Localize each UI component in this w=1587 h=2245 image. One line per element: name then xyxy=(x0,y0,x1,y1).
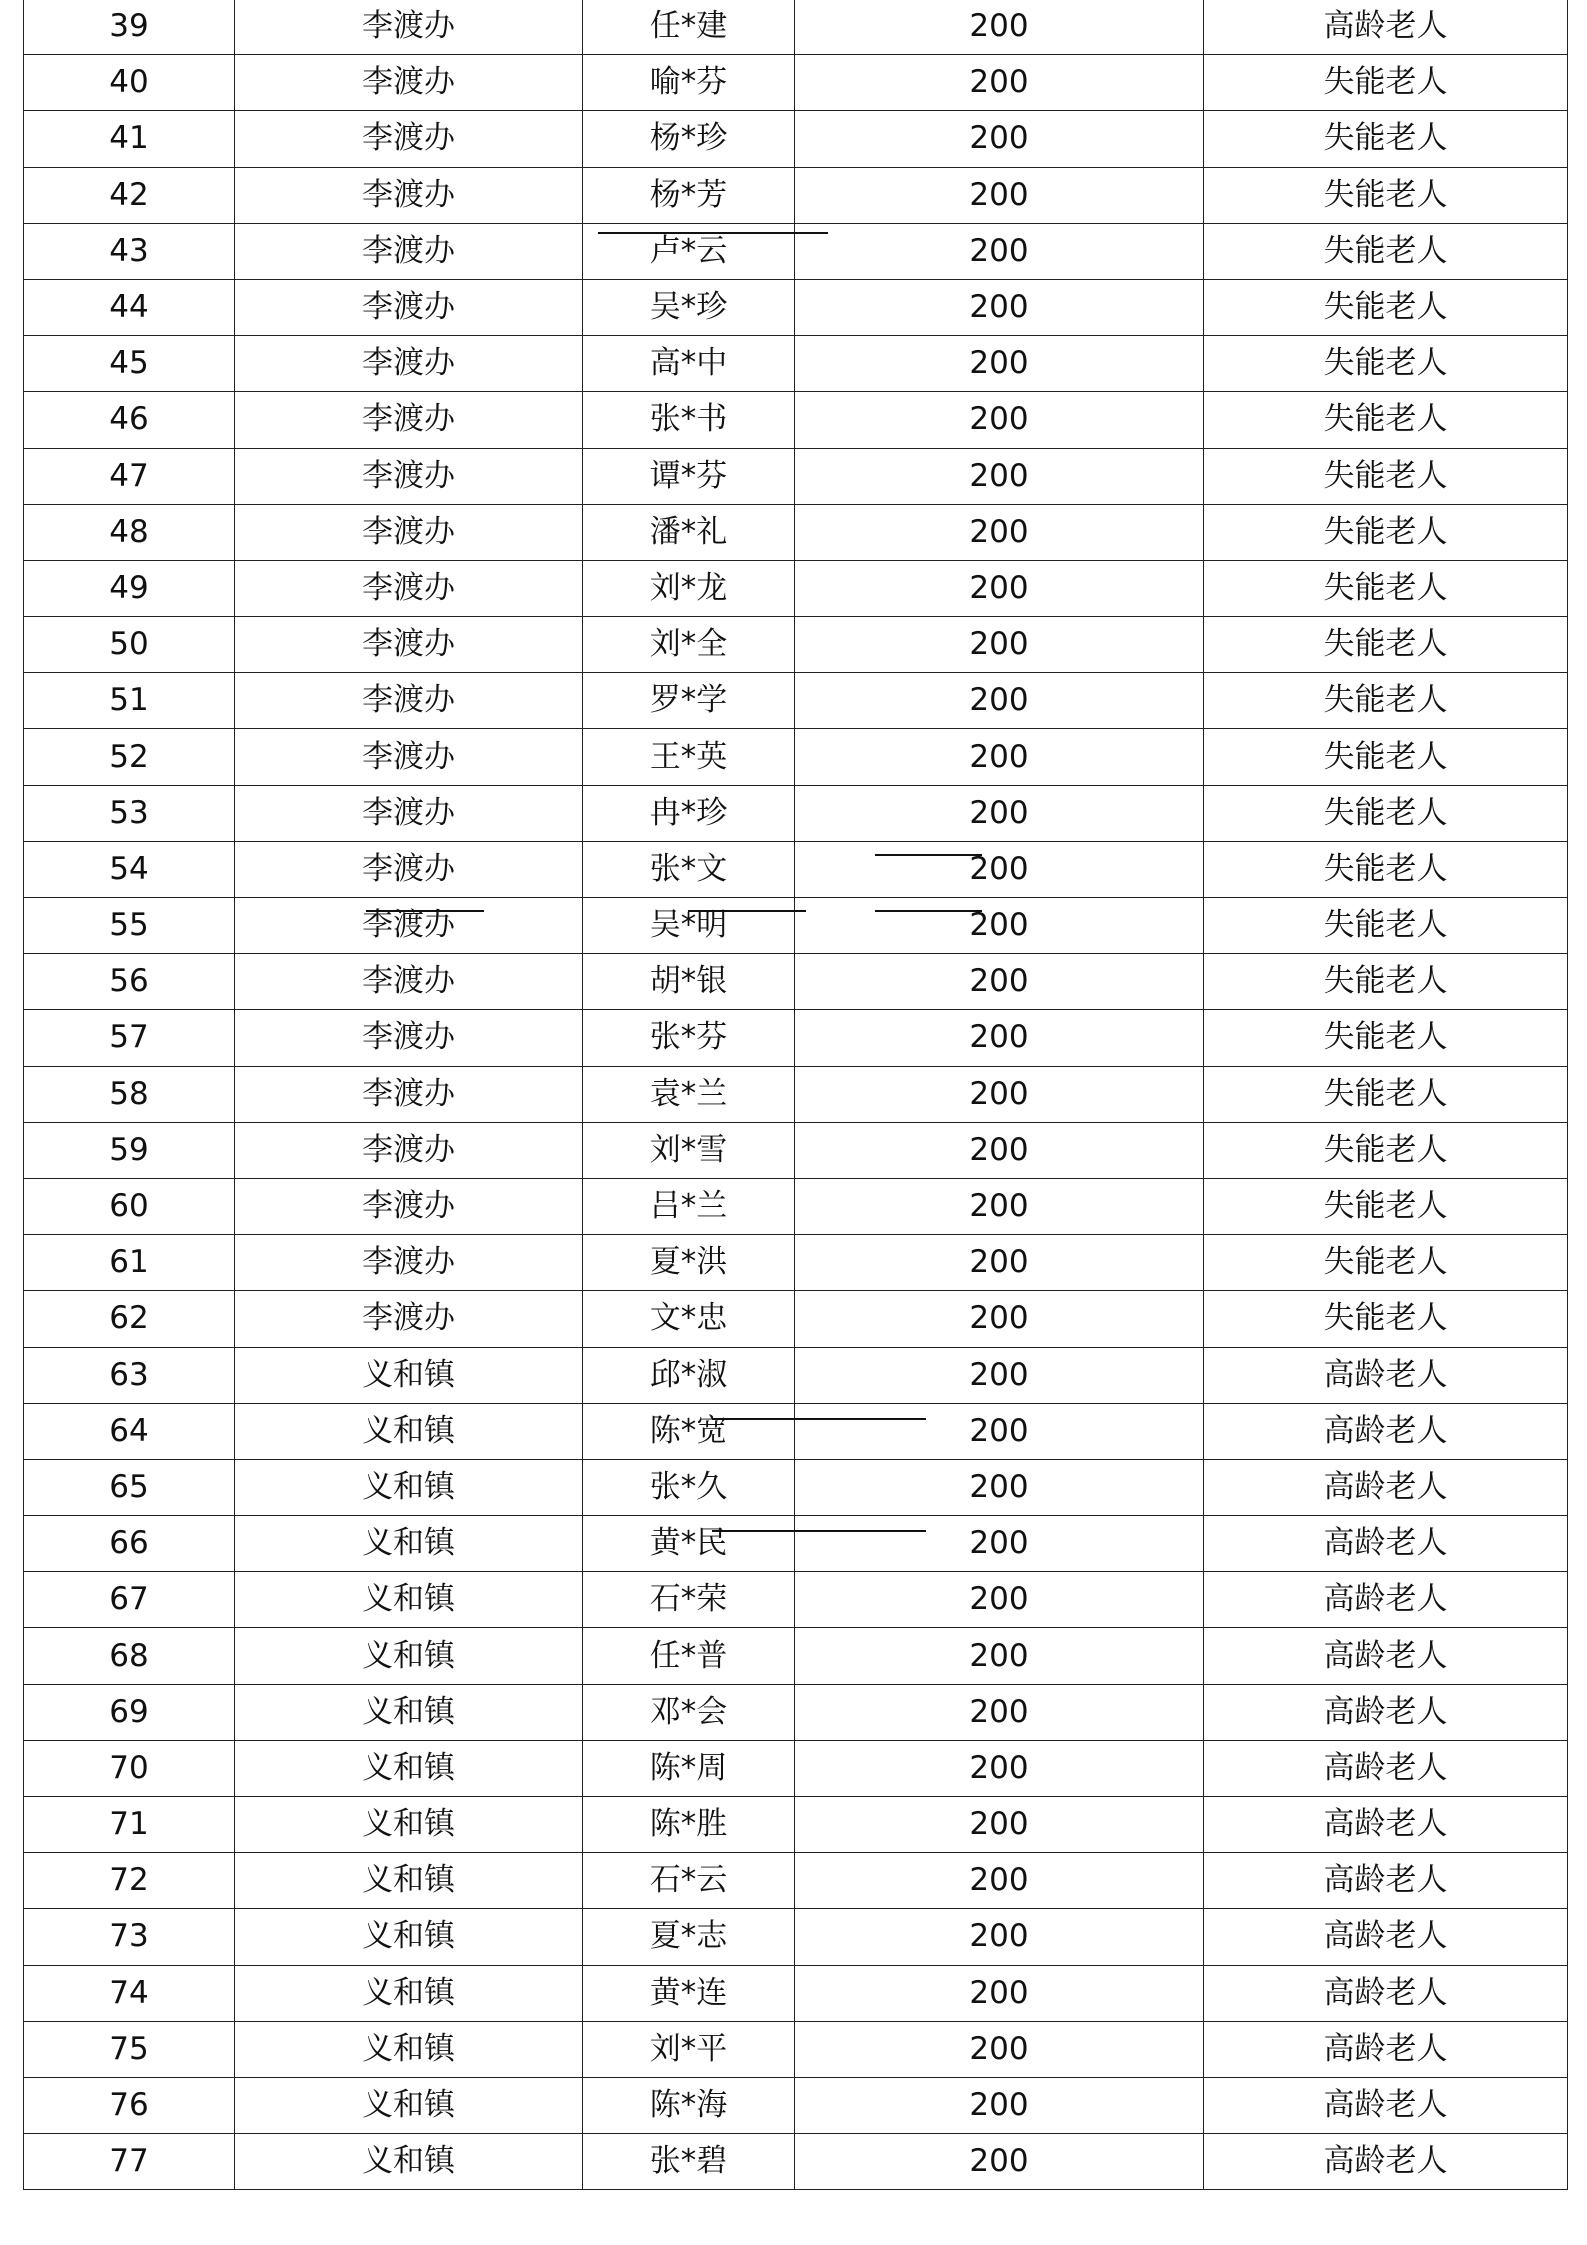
amount-cell: 200 xyxy=(795,1010,1204,1066)
row-number-cell: 43 xyxy=(24,223,235,279)
name-cell: 夏*洪 xyxy=(583,1235,795,1291)
amount-cell: 200 xyxy=(795,1684,1204,1740)
amount-cell: 200 xyxy=(795,2077,1204,2133)
amount-cell: 200 xyxy=(795,1797,1204,1853)
table-row xyxy=(24,560,1568,616)
table-row xyxy=(24,1797,1568,1853)
amount-cell: 200 xyxy=(795,336,1204,392)
amount-cell: 200 xyxy=(795,1628,1204,1684)
office-cell: 义和镇 xyxy=(235,1347,583,1403)
table-row xyxy=(24,1628,1568,1684)
amount-cell: 200 xyxy=(795,1122,1204,1178)
table-row xyxy=(24,841,1568,897)
roster-table xyxy=(23,0,1568,2190)
office-cell: 义和镇 xyxy=(235,1403,583,1459)
table-row xyxy=(24,2021,1568,2077)
office-cell: 李渡办 xyxy=(235,1122,583,1178)
amount-cell: 200 xyxy=(795,729,1204,785)
office-cell: 李渡办 xyxy=(235,1291,583,1347)
category-cell: 失能老人 xyxy=(1204,560,1568,616)
name-cell: 刘*平 xyxy=(583,2021,795,2077)
amount-cell: 200 xyxy=(795,1235,1204,1291)
name-cell: 文*忠 xyxy=(583,1291,795,1347)
category-cell: 失能老人 xyxy=(1204,1122,1568,1178)
category-cell: 高龄老人 xyxy=(1204,1347,1568,1403)
table-row xyxy=(24,55,1568,111)
amount-cell: 200 xyxy=(795,954,1204,1010)
row-number-cell: 51 xyxy=(24,673,235,729)
row-number-cell: 39 xyxy=(24,0,235,55)
row-number-cell: 69 xyxy=(24,1684,235,1740)
category-cell: 高龄老人 xyxy=(1204,2134,1568,2190)
amount-cell: 200 xyxy=(795,1572,1204,1628)
category-cell: 失能老人 xyxy=(1204,167,1568,223)
amount-cell: 200 xyxy=(795,1347,1204,1403)
table-row xyxy=(24,448,1568,504)
office-cell: 李渡办 xyxy=(235,1066,583,1122)
amount-cell: 200 xyxy=(795,1178,1204,1234)
office-cell: 李渡办 xyxy=(235,785,583,841)
office-cell: 李渡办 xyxy=(235,392,583,448)
name-cell: 冉*珍 xyxy=(583,785,795,841)
table-row xyxy=(24,2077,1568,2133)
name-cell: 张*碧 xyxy=(583,2134,795,2190)
table-row xyxy=(24,954,1568,1010)
office-cell: 李渡办 xyxy=(235,167,583,223)
table-row xyxy=(24,1291,1568,1347)
name-cell: 黄*连 xyxy=(583,1965,795,2021)
pen-stroke xyxy=(875,910,982,912)
category-cell: 高龄老人 xyxy=(1204,1909,1568,1965)
category-cell: 高龄老人 xyxy=(1204,1572,1568,1628)
table-row xyxy=(24,1403,1568,1459)
amount-cell: 200 xyxy=(795,504,1204,560)
table-row xyxy=(24,1235,1568,1291)
amount-cell: 200 xyxy=(795,560,1204,616)
table-row xyxy=(24,1122,1568,1178)
table-row xyxy=(24,785,1568,841)
name-cell: 邱*淑 xyxy=(583,1347,795,1403)
office-cell: 义和镇 xyxy=(235,1516,583,1572)
row-number-cell: 64 xyxy=(24,1403,235,1459)
row-number-cell: 68 xyxy=(24,1628,235,1684)
amount-cell: 200 xyxy=(795,392,1204,448)
amount-cell: 200 xyxy=(795,1291,1204,1347)
table-row xyxy=(24,1178,1568,1234)
name-cell: 张*书 xyxy=(583,392,795,448)
office-cell: 义和镇 xyxy=(235,2134,583,2190)
amount-cell: 200 xyxy=(795,898,1204,954)
office-cell: 李渡办 xyxy=(235,1235,583,1291)
amount-cell: 200 xyxy=(795,55,1204,111)
office-cell: 李渡办 xyxy=(235,0,583,55)
category-cell: 高龄老人 xyxy=(1204,0,1568,55)
category-cell: 失能老人 xyxy=(1204,673,1568,729)
office-cell: 义和镇 xyxy=(235,1459,583,1515)
category-cell: 失能老人 xyxy=(1204,448,1568,504)
category-cell: 失能老人 xyxy=(1204,898,1568,954)
amount-cell: 200 xyxy=(795,785,1204,841)
name-cell: 陈*海 xyxy=(583,2077,795,2133)
table-row xyxy=(24,0,1568,55)
category-cell: 失能老人 xyxy=(1204,1066,1568,1122)
category-cell: 高龄老人 xyxy=(1204,1797,1568,1853)
category-cell: 失能老人 xyxy=(1204,111,1568,167)
roster-body xyxy=(24,0,1568,2190)
office-cell: 李渡办 xyxy=(235,55,583,111)
category-cell: 失能老人 xyxy=(1204,954,1568,1010)
table-row xyxy=(24,1347,1568,1403)
pen-stroke xyxy=(598,232,828,234)
amount-cell: 200 xyxy=(795,279,1204,335)
name-cell: 杨*珍 xyxy=(583,111,795,167)
amount-cell: 200 xyxy=(795,223,1204,279)
amount-cell: 200 xyxy=(795,111,1204,167)
row-number-cell: 65 xyxy=(24,1459,235,1515)
name-cell: 吴*明 xyxy=(583,898,795,954)
row-number-cell: 46 xyxy=(24,392,235,448)
office-cell: 李渡办 xyxy=(235,279,583,335)
table-row xyxy=(24,279,1568,335)
row-number-cell: 67 xyxy=(24,1572,235,1628)
name-cell: 张*芬 xyxy=(583,1010,795,1066)
row-number-cell: 75 xyxy=(24,2021,235,2077)
table-row xyxy=(24,1066,1568,1122)
office-cell: 李渡办 xyxy=(235,560,583,616)
office-cell: 义和镇 xyxy=(235,1684,583,1740)
category-cell: 高龄老人 xyxy=(1204,1853,1568,1909)
category-cell: 高龄老人 xyxy=(1204,1459,1568,1515)
name-cell: 喻*芬 xyxy=(583,55,795,111)
category-cell: 失能老人 xyxy=(1204,55,1568,111)
row-number-cell: 73 xyxy=(24,1909,235,1965)
name-cell: 胡*银 xyxy=(583,954,795,1010)
category-cell: 失能老人 xyxy=(1204,1010,1568,1066)
category-cell: 失能老人 xyxy=(1204,336,1568,392)
category-cell: 高龄老人 xyxy=(1204,1684,1568,1740)
office-cell: 义和镇 xyxy=(235,1572,583,1628)
name-cell: 张*久 xyxy=(583,1459,795,1515)
row-number-cell: 63 xyxy=(24,1347,235,1403)
category-cell: 高龄老人 xyxy=(1204,1403,1568,1459)
office-cell: 李渡办 xyxy=(235,504,583,560)
amount-cell: 200 xyxy=(795,617,1204,673)
name-cell: 陈*宽 xyxy=(583,1403,795,1459)
table-row xyxy=(24,673,1568,729)
amount-cell: 200 xyxy=(795,673,1204,729)
row-number-cell: 56 xyxy=(24,954,235,1010)
row-number-cell: 52 xyxy=(24,729,235,785)
table-row xyxy=(24,898,1568,954)
table-row xyxy=(24,504,1568,560)
category-cell: 高龄老人 xyxy=(1204,1965,1568,2021)
office-cell: 李渡办 xyxy=(235,1178,583,1234)
row-number-cell: 60 xyxy=(24,1178,235,1234)
row-number-cell: 45 xyxy=(24,336,235,392)
office-cell: 义和镇 xyxy=(235,1853,583,1909)
table-row xyxy=(24,111,1568,167)
name-cell: 任*建 xyxy=(583,0,795,55)
pen-stroke xyxy=(688,910,806,912)
pen-stroke xyxy=(712,1530,926,1532)
row-number-cell: 61 xyxy=(24,1235,235,1291)
row-number-cell: 77 xyxy=(24,2134,235,2190)
name-cell: 潘*礼 xyxy=(583,504,795,560)
name-cell: 谭*芬 xyxy=(583,448,795,504)
name-cell: 袁*兰 xyxy=(583,1066,795,1122)
office-cell: 义和镇 xyxy=(235,2077,583,2133)
name-cell: 张*文 xyxy=(583,841,795,897)
pen-stroke xyxy=(712,1418,926,1420)
amount-cell: 200 xyxy=(795,2134,1204,2190)
name-cell: 陈*胜 xyxy=(583,1797,795,1853)
amount-cell: 200 xyxy=(795,1516,1204,1572)
amount-cell: 200 xyxy=(795,1965,1204,2021)
name-cell: 吴*珍 xyxy=(583,279,795,335)
category-cell: 高龄老人 xyxy=(1204,1628,1568,1684)
row-number-cell: 40 xyxy=(24,55,235,111)
name-cell: 高*中 xyxy=(583,336,795,392)
name-cell: 石*云 xyxy=(583,1853,795,1909)
pen-stroke xyxy=(366,910,484,912)
office-cell: 李渡办 xyxy=(235,617,583,673)
row-number-cell: 72 xyxy=(24,1853,235,1909)
name-cell: 卢*云 xyxy=(583,223,795,279)
row-number-cell: 62 xyxy=(24,1291,235,1347)
table-row xyxy=(24,1010,1568,1066)
name-cell: 任*普 xyxy=(583,1628,795,1684)
amount-cell: 200 xyxy=(795,0,1204,55)
category-cell: 失能老人 xyxy=(1204,841,1568,897)
name-cell: 夏*志 xyxy=(583,1909,795,1965)
table-row xyxy=(24,617,1568,673)
amount-cell: 200 xyxy=(795,1403,1204,1459)
name-cell: 刘*全 xyxy=(583,617,795,673)
office-cell: 义和镇 xyxy=(235,1797,583,1853)
category-cell: 失能老人 xyxy=(1204,617,1568,673)
name-cell: 罗*学 xyxy=(583,673,795,729)
amount-cell: 200 xyxy=(795,1909,1204,1965)
amount-cell: 200 xyxy=(795,1459,1204,1515)
name-cell: 吕*兰 xyxy=(583,1178,795,1234)
office-cell: 义和镇 xyxy=(235,1965,583,2021)
office-cell: 李渡办 xyxy=(235,1010,583,1066)
row-number-cell: 74 xyxy=(24,1965,235,2021)
office-cell: 李渡办 xyxy=(235,448,583,504)
category-cell: 失能老人 xyxy=(1204,1178,1568,1234)
row-number-cell: 59 xyxy=(24,1122,235,1178)
pen-stroke xyxy=(875,854,982,856)
name-cell: 石*荣 xyxy=(583,1572,795,1628)
row-number-cell: 47 xyxy=(24,448,235,504)
name-cell: 黄*民 xyxy=(583,1516,795,1572)
row-number-cell: 76 xyxy=(24,2077,235,2133)
name-cell: 刘*龙 xyxy=(583,560,795,616)
row-number-cell: 70 xyxy=(24,1740,235,1796)
table-row xyxy=(24,1516,1568,1572)
amount-cell: 200 xyxy=(795,1740,1204,1796)
office-cell: 义和镇 xyxy=(235,1628,583,1684)
table-row xyxy=(24,1853,1568,1909)
row-number-cell: 41 xyxy=(24,111,235,167)
category-cell: 高龄老人 xyxy=(1204,2077,1568,2133)
category-cell: 失能老人 xyxy=(1204,1235,1568,1291)
table-row xyxy=(24,167,1568,223)
table-row xyxy=(24,729,1568,785)
table-row xyxy=(24,1684,1568,1740)
amount-cell: 200 xyxy=(795,1853,1204,1909)
office-cell: 李渡办 xyxy=(235,111,583,167)
table-row xyxy=(24,1572,1568,1628)
table-row xyxy=(24,1740,1568,1796)
row-number-cell: 54 xyxy=(24,841,235,897)
table-row xyxy=(24,1909,1568,1965)
row-number-cell: 58 xyxy=(24,1066,235,1122)
amount-cell: 200 xyxy=(795,448,1204,504)
office-cell: 李渡办 xyxy=(235,673,583,729)
office-cell: 义和镇 xyxy=(235,1740,583,1796)
row-number-cell: 50 xyxy=(24,617,235,673)
row-number-cell: 42 xyxy=(24,167,235,223)
category-cell: 失能老人 xyxy=(1204,279,1568,335)
row-number-cell: 71 xyxy=(24,1797,235,1853)
category-cell: 失能老人 xyxy=(1204,1291,1568,1347)
row-number-cell: 44 xyxy=(24,279,235,335)
amount-cell: 200 xyxy=(795,2021,1204,2077)
row-number-cell: 53 xyxy=(24,785,235,841)
amount-cell: 200 xyxy=(795,167,1204,223)
row-number-cell: 57 xyxy=(24,1010,235,1066)
row-number-cell: 55 xyxy=(24,898,235,954)
office-cell: 李渡办 xyxy=(235,898,583,954)
name-cell: 刘*雪 xyxy=(583,1122,795,1178)
office-cell: 李渡办 xyxy=(235,729,583,785)
office-cell: 李渡办 xyxy=(235,954,583,1010)
office-cell: 义和镇 xyxy=(235,1909,583,1965)
table-row xyxy=(24,336,1568,392)
category-cell: 高龄老人 xyxy=(1204,1740,1568,1796)
category-cell: 高龄老人 xyxy=(1204,1516,1568,1572)
row-number-cell: 49 xyxy=(24,560,235,616)
row-number-cell: 66 xyxy=(24,1516,235,1572)
category-cell: 失能老人 xyxy=(1204,729,1568,785)
office-cell: 李渡办 xyxy=(235,223,583,279)
table-row xyxy=(24,2134,1568,2190)
category-cell: 失能老人 xyxy=(1204,785,1568,841)
name-cell: 邓*会 xyxy=(583,1684,795,1740)
category-cell: 失能老人 xyxy=(1204,504,1568,560)
amount-cell: 200 xyxy=(795,1066,1204,1122)
office-cell: 义和镇 xyxy=(235,2021,583,2077)
table-row xyxy=(24,1965,1568,2021)
category-cell: 失能老人 xyxy=(1204,392,1568,448)
office-cell: 李渡办 xyxy=(235,336,583,392)
category-cell: 高龄老人 xyxy=(1204,2021,1568,2077)
table-row xyxy=(24,1459,1568,1515)
category-cell: 失能老人 xyxy=(1204,223,1568,279)
office-cell: 李渡办 xyxy=(235,841,583,897)
name-cell: 陈*周 xyxy=(583,1740,795,1796)
amount-cell: 200 xyxy=(795,841,1204,897)
row-number-cell: 48 xyxy=(24,504,235,560)
name-cell: 杨*芳 xyxy=(583,167,795,223)
table-row xyxy=(24,392,1568,448)
name-cell: 王*英 xyxy=(583,729,795,785)
